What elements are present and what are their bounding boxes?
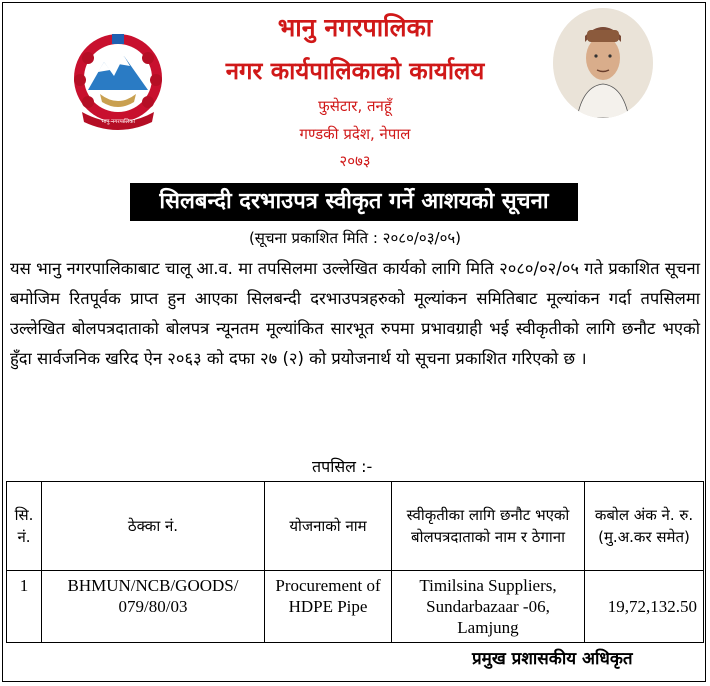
award-table bbox=[6, 481, 704, 643]
address-line2: गण्डकी प्रदेश, नेपाल bbox=[299, 125, 411, 143]
col-contract-no: ठेक्का नं. bbox=[42, 482, 265, 571]
municipality-name: भानु नगरपालिका bbox=[277, 13, 433, 42]
address-line1: फुसेटार, तनहूँ bbox=[318, 97, 392, 115]
cell-amount: 19,72,132.50 bbox=[585, 571, 704, 643]
col-bidder: स्वीकृतीका लागि छनौट भएको बोलपत्रदाताको नाम र ठेगाना bbox=[392, 482, 585, 571]
cell-project-name: Procurement of HDPE Pipe bbox=[265, 571, 392, 643]
cell-contract-no: BHMUN/NCB/GOODS/ 079/80/03 bbox=[42, 571, 265, 643]
notice-body: यस भानु नगरपालिकाबाट चालू आ.व. मा तपसिलमा उल्लेखित कार्यको लागि मिति २०८०/०२/०५ गते प्रकाशित सूचना बमोजिम रितपूर्वक प्राप्त हुन आएका सिलबन्दी दरभाउपत्रहरुको मूल्यांकन समितिबाट मूल्यांकन गर्दा तपसिलमा उल्लेखित बोलपत्रदाताको बोलपत्र न्यूनतम मूल्यांकित सारभूत रुपमा प्रभावग्राही भई स्वीकृतीको लागि छनौट भएको हुँदा सार्वजनिक खरिद ऐन २०६३ को दफा २७ (२) को प्रयोजनार्थ यो सूचना प्रकाशित गरिएको छ । bbox=[10, 259, 700, 368]
col-serial: सि. नं. bbox=[7, 482, 42, 571]
established-year: २०७३ bbox=[339, 152, 371, 170]
svg-text:भानु नगरपालिका: भानु नगरपालिका bbox=[101, 119, 135, 125]
tapsil-label: तपसिल :- bbox=[312, 457, 373, 476]
col-project-name: योजनाको नाम bbox=[265, 482, 392, 571]
table-row bbox=[7, 571, 704, 643]
table-header-row bbox=[7, 482, 704, 571]
col-amount: कबोल अंक ने. रु. (मु.अ.कर समेत) bbox=[585, 482, 704, 571]
cell-serial: 1 bbox=[7, 571, 42, 643]
signatory: प्रमुख प्रशासकीय अधिकृत bbox=[472, 649, 633, 669]
cell-bidder: Timilsina Suppliers, Sundarbazaar -06, Lamjung bbox=[392, 571, 585, 643]
notice-title: सिलबन्दी दरभाउपत्र स्वीकृत गर्ने आशयको सूचना bbox=[130, 183, 578, 221]
published-date: (सूचना प्रकाशित मिति : २०८०/०३/०५) bbox=[248, 229, 462, 247]
office-name: नगर कार्यपालिकाको कार्यालय bbox=[225, 57, 485, 85]
